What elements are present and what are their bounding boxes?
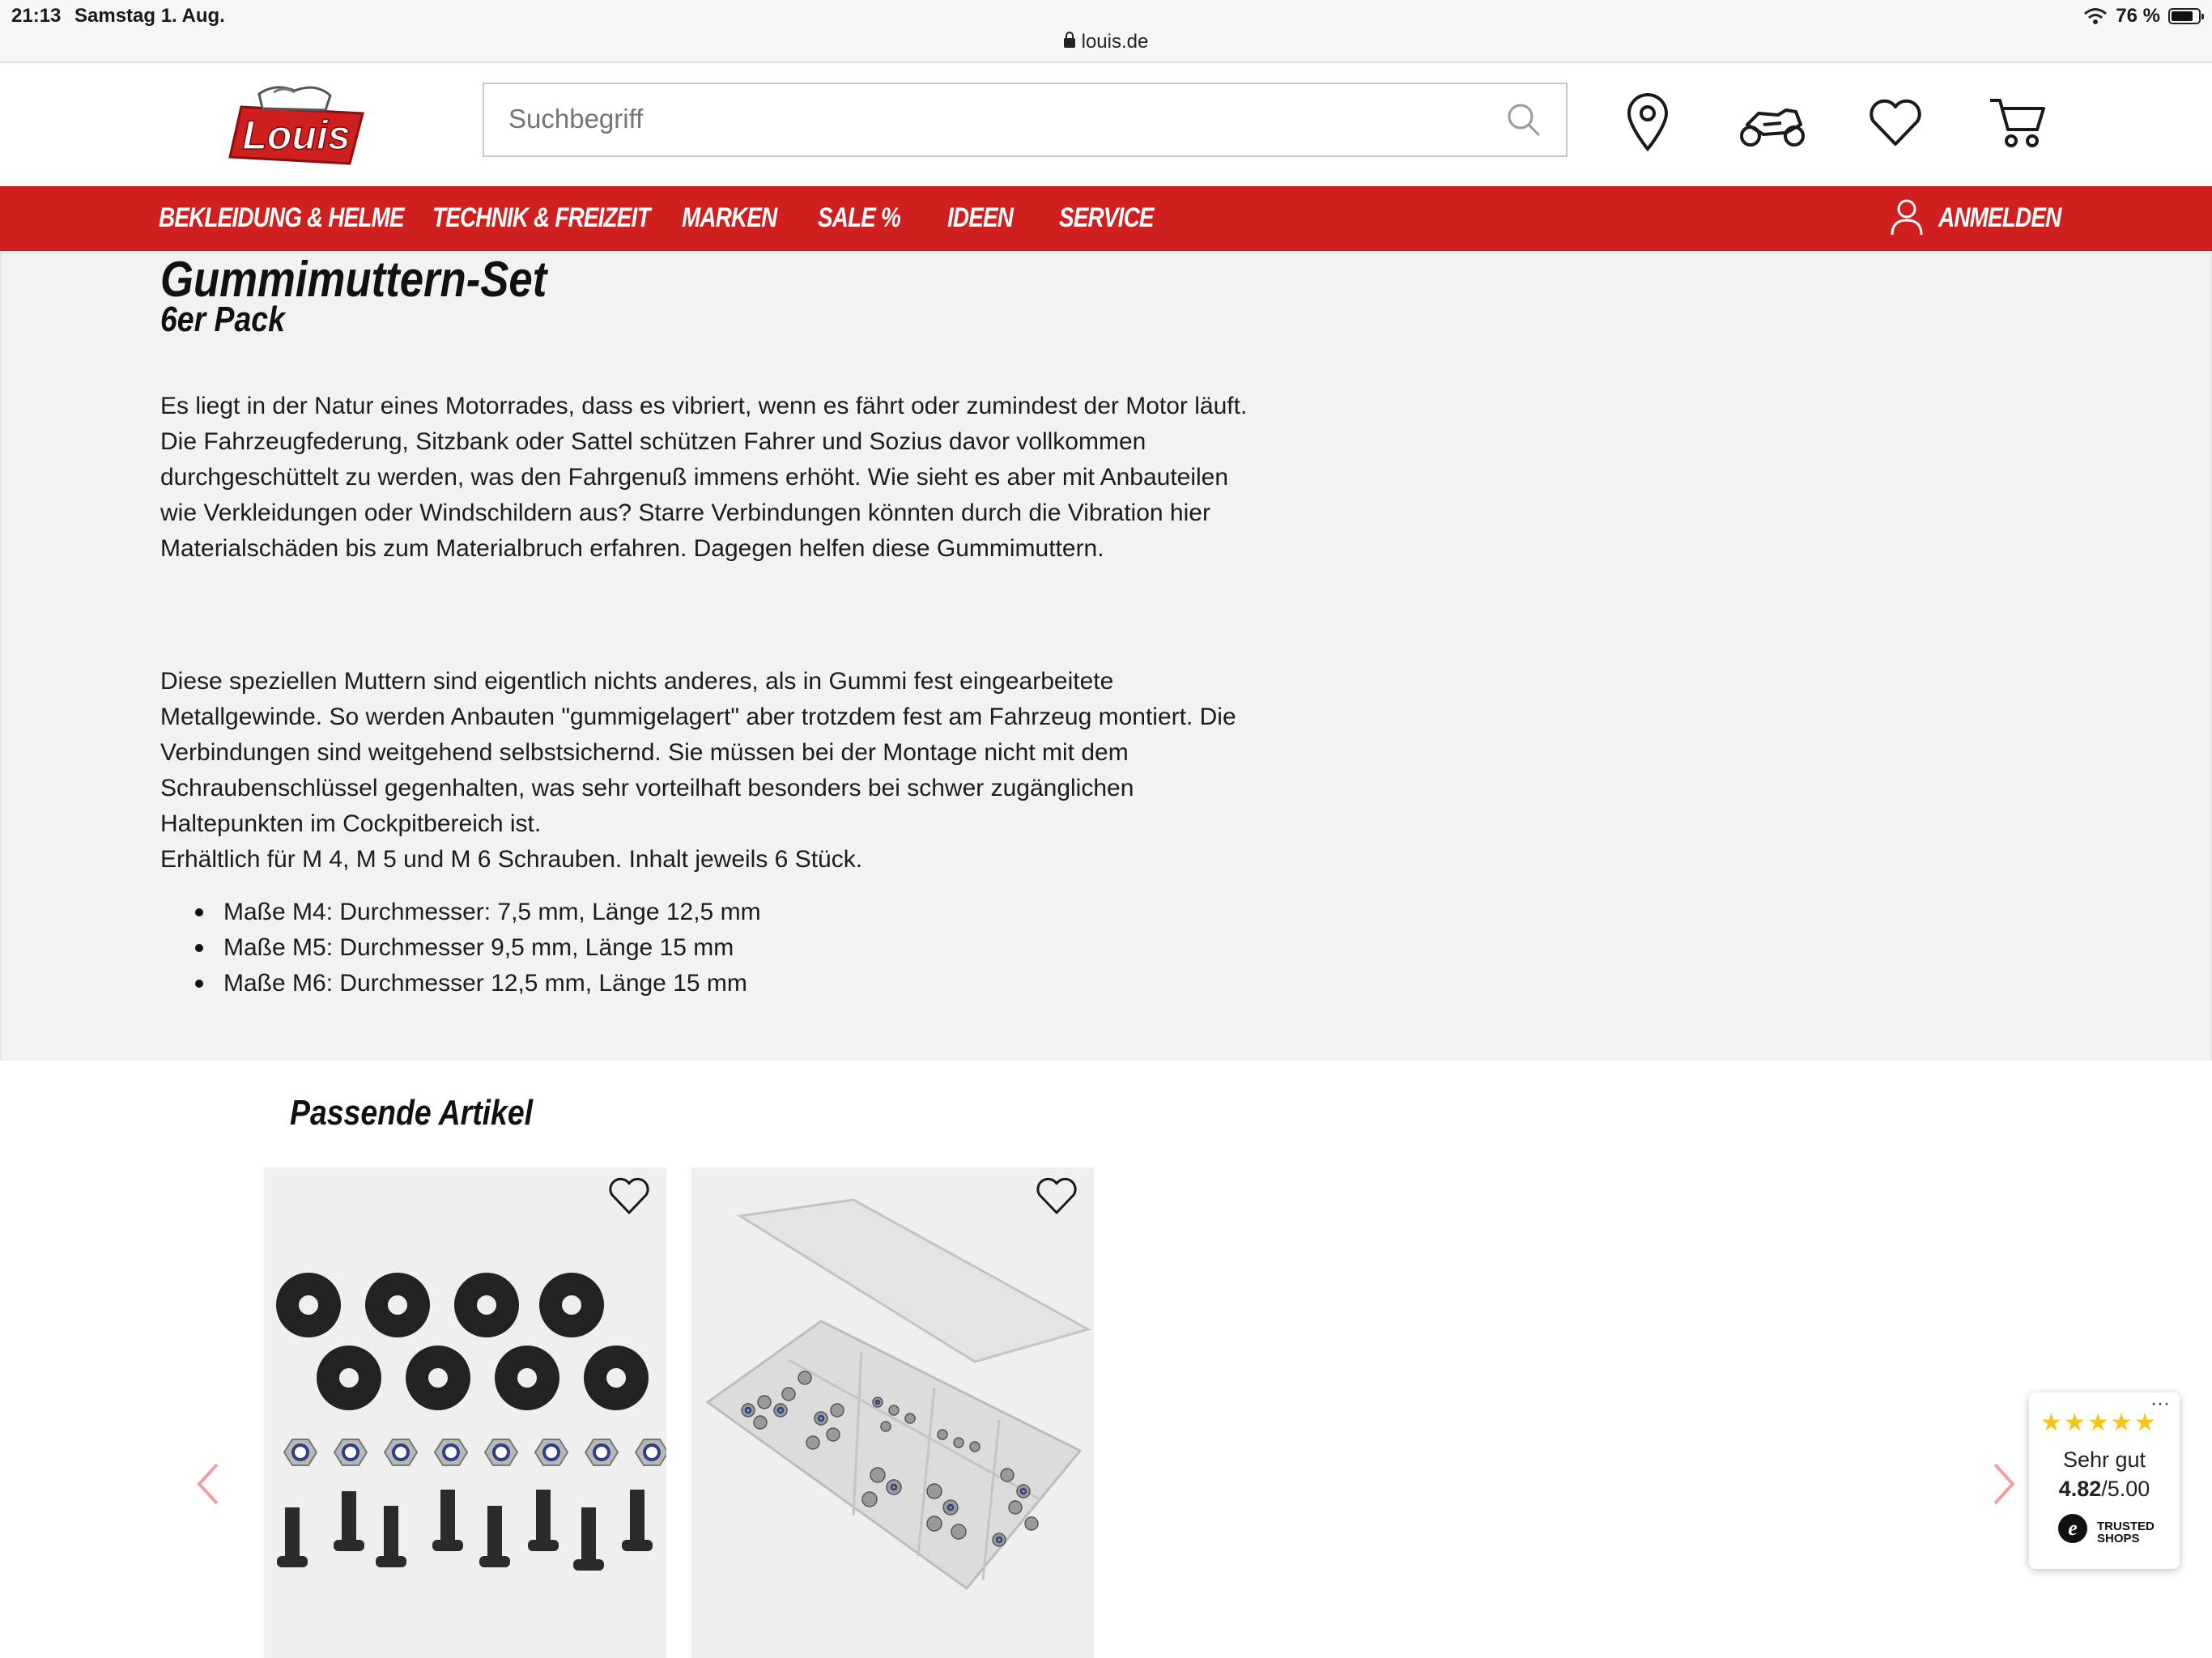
trusted-shops-text-2: SHOPS: [2097, 1532, 2140, 1545]
related-articles-heading: Passende Artikel: [290, 1093, 534, 1133]
search-box[interactable]: [483, 83, 1568, 157]
louis-logo[interactable]: [227, 83, 366, 167]
url-text: louis.de: [1081, 31, 1149, 53]
description-paragraph-3: Erhältlich für M 4, M 5 und M 6 Schrauben. Inhalt jeweils 6 Stück.: [160, 846, 863, 873]
battery-percent: 76 %: [2116, 5, 2160, 27]
motorcycle-icon[interactable]: [1739, 92, 1806, 152]
status-indicators: [2083, 5, 2201, 28]
search-icon[interactable]: [1506, 102, 1542, 138]
login-link[interactable]: ANMELDEN: [1938, 202, 2061, 233]
nav-item-sale[interactable]: SALE %: [818, 202, 900, 233]
product-title: Gummimuttern-Set: [160, 252, 547, 308]
description-paragraph-1: Es liegt in der Natur eines Motorrades, dass es vibriert, wenn es fährt oder zumindest der Motor läuft. Die Fahrzeugfederung, Sitzbank oder Sattel schützen Fahrer und Sozius davor vollkommen durchgeschüttelt zu werden, was den Fahrgenuß immens erhöht. Wie sieht es aber mit Anbauteilen wie Verkleidungen oder Windschildern aus? Starre Verbindungen könnten durch die Vibration hier Materialschäden bis zum Materialbruch erfahren. Dagegen helfen diese Gummimuttern.: [160, 393, 1248, 562]
list-item: Maße M6: Durchmesser 12,5 mm, Länge 15 mm: [159, 966, 761, 1001]
battery-icon: [2168, 8, 2201, 24]
logo-text: Louis: [242, 113, 351, 158]
list-item: Maße M5: Durchmesser 9,5 mm, Länge 15 mm: [159, 930, 761, 966]
trusted-shops-badge[interactable]: [2029, 1392, 2180, 1569]
nav-item-marken[interactable]: MARKEN: [682, 202, 777, 233]
location-pin-icon[interactable]: [1619, 92, 1676, 152]
chevron-left-icon[interactable]: [196, 1461, 220, 1507]
product-subtitle: 6er Pack: [160, 300, 285, 339]
more-options-icon[interactable]: ···: [2150, 1392, 2170, 1414]
favorite-heart-icon[interactable]: [608, 1177, 650, 1216]
svg-text:e: e: [2068, 1516, 2078, 1540]
rating-score: [2029, 1477, 2180, 1502]
rating-value: 4.82: [2058, 1477, 2102, 1501]
trusted-shops-text-1: TRUSTED: [2097, 1520, 2155, 1533]
rating-max: /5.00: [2101, 1477, 2150, 1501]
product-image-rubber-washers-nuts-screws[interactable]: [264, 1167, 666, 1658]
rating-stars: ★★★★★: [2040, 1409, 2158, 1436]
description-paragraph-2: Diese speziellen Muttern sind eigentlich nichts anderes, als in Gummi fest eingearbeitete Metallgewinde. So werden Anbauten "gummigelagert" aber trotzdem fest am Fahrzeug montiert. Die Verbindungen sind weitgehend selbstsichernd. Sie müssen bei der Montage nicht mit dem Schraubenschlüssel gegenhalten, was sehr vorteilhaft besonders bei schwer zugänglichen Haltepunkten im Cockpitbereich ist.: [160, 668, 1236, 837]
wifi-icon: [2083, 7, 2108, 25]
product-image-nut-assortment-box[interactable]: [691, 1167, 1094, 1658]
nav-item-technik-freizeit[interactable]: TECHNIK & FREIZEIT: [432, 202, 650, 233]
site-header: [0, 63, 2212, 186]
address-bar[interactable]: [0, 31, 2212, 53]
product-card[interactable]: [691, 1167, 1094, 1658]
trusted-shops-logo: [2057, 1512, 2154, 1553]
main-navigation: [0, 186, 2212, 251]
list-item: Maße M4: Durchmesser: 7,5 mm, Länge 12,5 mm: [159, 895, 761, 930]
heart-icon[interactable]: [1867, 92, 1924, 152]
status-date: Samstag 1. Aug.: [74, 5, 225, 27]
user-icon[interactable]: [1890, 198, 1924, 236]
chevron-right-icon[interactable]: [1992, 1461, 2016, 1507]
search-input[interactable]: [508, 104, 1480, 134]
product-card[interactable]: [264, 1167, 666, 1658]
rating-label: Sehr gut: [2062, 1448, 2146, 1472]
trusted-shops-e-icon: [2057, 1512, 2092, 1548]
lock-icon: [1064, 38, 1075, 48]
cart-icon[interactable]: [1989, 92, 2045, 152]
ios-status-bar: [0, 0, 2212, 63]
status-time: 21:13: [11, 5, 62, 27]
description-paragraph-2-wrapper: [160, 664, 1270, 878]
nav-item-ideen[interactable]: IDEEN: [947, 202, 1014, 233]
nav-item-bekleidung-helme[interactable]: BEKLEIDUNG & HELME: [159, 202, 404, 233]
nav-item-service[interactable]: SERVICE: [1059, 202, 1154, 233]
favorite-heart-icon[interactable]: [1036, 1177, 1078, 1216]
dimensions-list: [159, 895, 761, 1001]
